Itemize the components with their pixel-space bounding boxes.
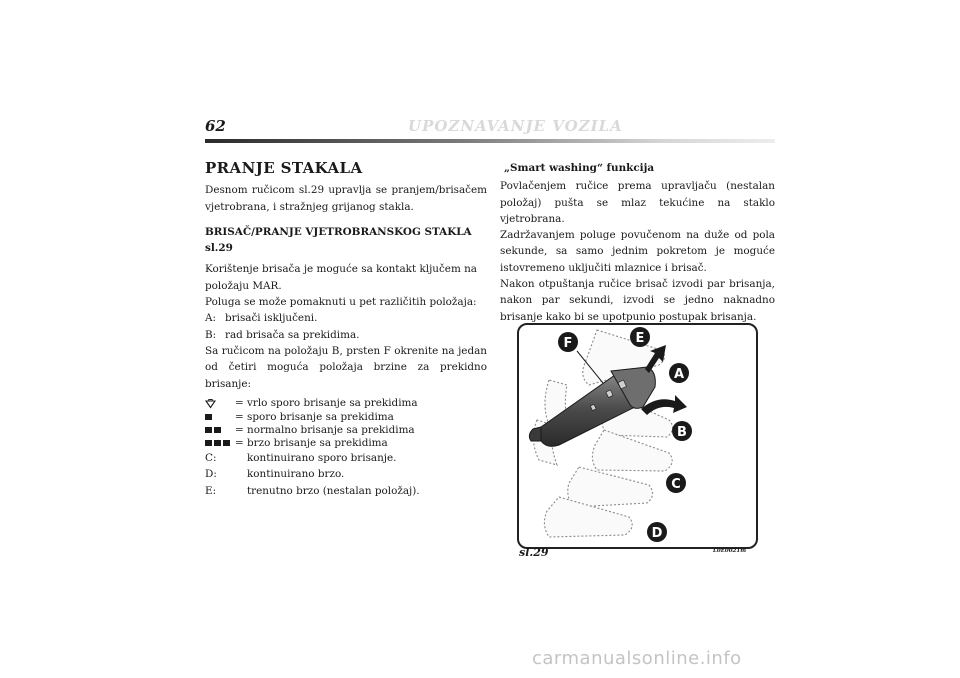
figure-label: sl.29 (519, 546, 549, 559)
position-text: kontinuirano brzo. (247, 468, 345, 481)
position-text: brisači isključeni. (225, 312, 318, 325)
marker-e-label: E (635, 331, 645, 346)
running-title: UPOZNAVANJE VOZILA (408, 117, 623, 135)
square-icon (205, 414, 235, 420)
position-key: A: (205, 312, 217, 325)
subheading-wiper: BRISAČ/PRANJE VJETROBRANSKOG STAKLA sl.29 (205, 225, 472, 255)
ring-paragraph: Sa ručicom na položaju B, prsten F okrenite na jedan od četiri moguća položaja brzine za prekidno brisanje: (205, 344, 487, 390)
watermark: carmanualsonline.info (532, 648, 742, 669)
section-title: PRANJE STAKALA (205, 159, 363, 177)
wiper-lever-figure (517, 323, 758, 549)
speed-text: = sporo brisanje sa prekidima (235, 410, 394, 423)
position-item (205, 310, 487, 326)
position-text: trenutno brzo (nestalan položaj). (247, 484, 420, 497)
speed-item (205, 437, 487, 450)
speed-text: = normalno brisanje sa prekidima (235, 423, 415, 436)
usage-paragraph-1: Korištenje brisača je moguće sa kontakt ključem na položaju MAR. (205, 263, 477, 292)
marker-d-label: D (651, 526, 663, 541)
square-icon (205, 440, 235, 446)
page-number: 62 (205, 117, 226, 135)
smart-washing-paragraph-2: Zadržavanjem poluge povučenom na duže od pola sekunde, sa samo jednim pokretom je moguće istovremeno uključiti mlaznice i brisač. (500, 229, 775, 274)
smart-washing-paragraph-1: Povlačenjem ručice prema upravljaču (nestalan položaj) pušta se mlaz tekućine na staklo vjetrobrana. (500, 180, 775, 225)
header-rule (205, 139, 775, 143)
position-key: E: (205, 484, 217, 497)
intro-paragraph: Desnom ručicom sl.29 upravlja se pranjem/brisačem vjetrobrana, i stražnjeg grijanog stakla. (205, 184, 487, 213)
position-item (205, 466, 487, 482)
figure-code: L0E0021m (713, 548, 747, 554)
marker-c-label: C (671, 477, 681, 492)
smart-washing-heading: „Smart washing“ funkcija (504, 162, 655, 174)
position-item (205, 450, 487, 466)
position-key: B: (205, 328, 217, 341)
position-item (205, 327, 487, 343)
square-icon (205, 427, 235, 433)
position-text: rad brisača sa prekidima. (225, 328, 360, 341)
position-key: D: (205, 468, 217, 481)
speed-text: = vrlo sporo brisanje sa prekidima (235, 397, 418, 410)
left-column (205, 160, 487, 499)
marker-f-label: F (563, 336, 573, 351)
usage-paragraph-2: Poluga se može pomaknuti u pet različitih položaja: (205, 296, 477, 309)
lever-illustration (519, 325, 756, 547)
smart-washing-paragraph-3: Nakon otpuštanja ručice brisač izvodi par brisanja, nakon par sekundi, izvodi se jedno naknadno brisanje kako bi se upotpunio postupak brisanja. (500, 278, 775, 323)
position-text: kontinuirano sporo brisanje. (247, 452, 397, 465)
wiper-icon (205, 399, 235, 409)
right-column (500, 160, 775, 325)
position-item (205, 483, 487, 499)
marker-a-label: A (673, 367, 685, 382)
speed-text: = brzo brisanje sa prekidima (235, 437, 388, 450)
position-key: C: (205, 452, 217, 465)
marker-b-label: B (677, 425, 687, 440)
